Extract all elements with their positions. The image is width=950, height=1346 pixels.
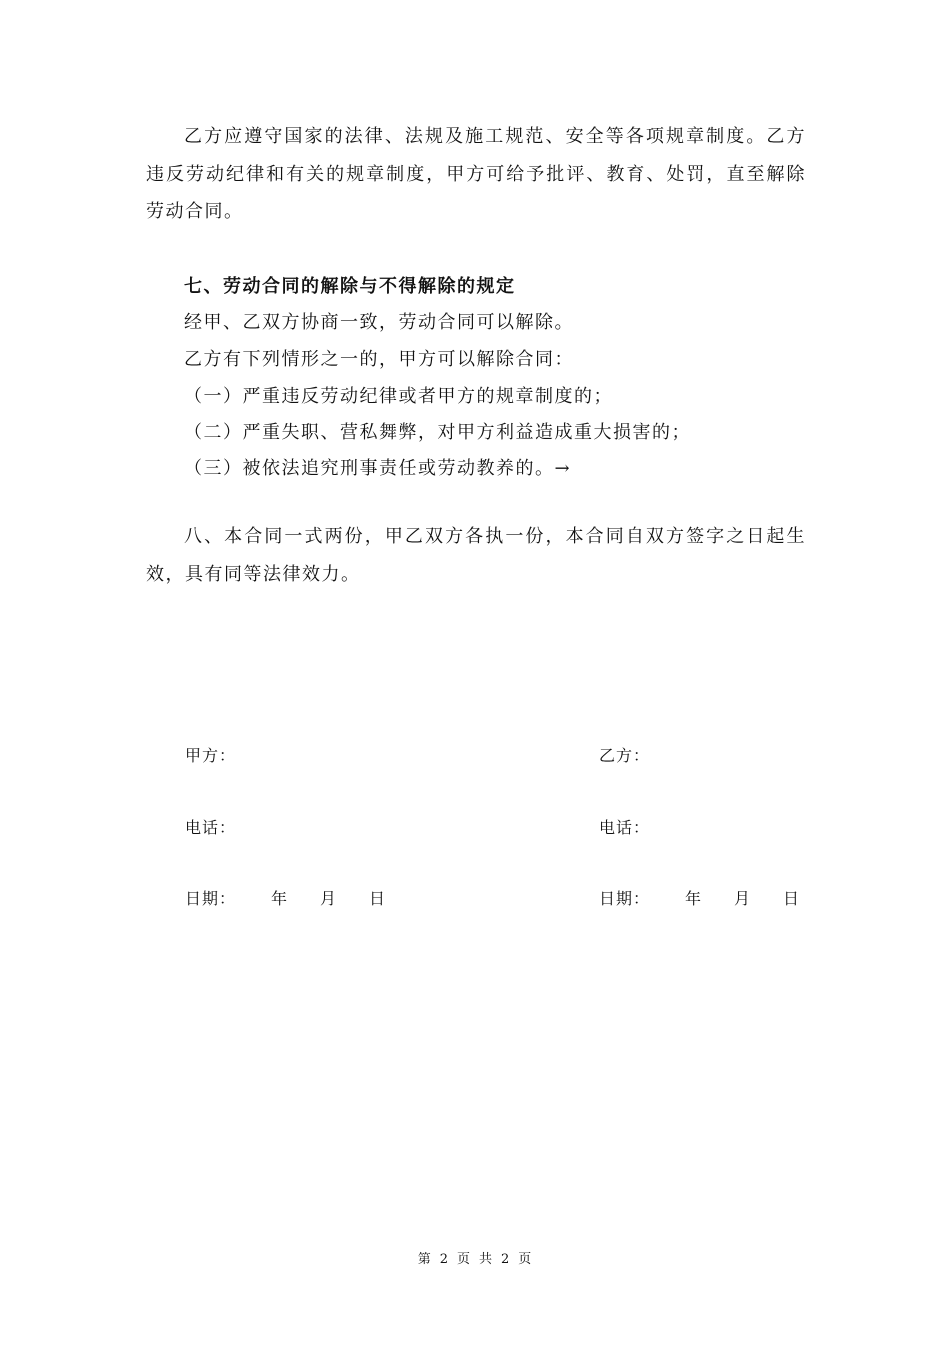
section-7-item-2: （二）严重失职、营私舞弊，对甲方利益造成重大损害的； [184,422,691,443]
party-b-month: 月 [734,889,752,908]
party-a-year: 年 [271,889,289,908]
footer-page-word: 页 [456,1252,471,1267]
party-a-day: 日 [369,889,387,908]
footer-page-word-2: 页 [518,1252,533,1267]
party-a-date-label: 日期： [185,889,237,908]
party-a-month: 月 [320,889,338,908]
footer-total-prefix: 共 [479,1252,494,1267]
footer-total-pages: 2 [501,1252,511,1267]
section-7-item-1: （一）严重违反劳动纪律或者甲方的规章制度的； [184,386,613,407]
footer-current-page: 2 [439,1252,449,1267]
party-a-date-row [185,886,386,909]
party-b-label: 乙方： [599,746,651,765]
section-7-line-2: 乙方有下列情形之一的，甲方可以解除合同： [184,349,574,370]
party-b-date-row [599,886,800,909]
party-b-date-label: 日期： [599,889,651,908]
section-7-item-3: （三）被依法追究刑事责任或劳动教养的。→ [184,458,572,479]
section-7-line-1: 经甲、乙双方协商一致，劳动合同可以解除。 [184,312,574,333]
party-a-label: 甲方： [185,746,237,765]
footer-prefix: 第 [417,1252,432,1267]
party-b-phone-label: 电话： [599,818,651,837]
paragraph-rules: 乙方应遵守国家的法律、法规及施工规范、安全等各项规章制度。乙方违反劳动纪律和有关的规章制度，甲方可给予批评、教育、处罚，直至解除劳动合同。 [146,126,806,222]
party-a-phone-label: 电话： [185,818,237,837]
page-footer [0,1248,950,1267]
section-8-paragraph: 八、本合同一式两份，甲乙双方各执一份，本合同自双方签字之日起生效，具有同等法律效力。 [146,526,806,585]
party-b-day: 日 [783,889,801,908]
section-7-heading: 七、劳动合同的解除与不得解除的规定 [184,276,516,297]
party-b-year: 年 [685,889,703,908]
